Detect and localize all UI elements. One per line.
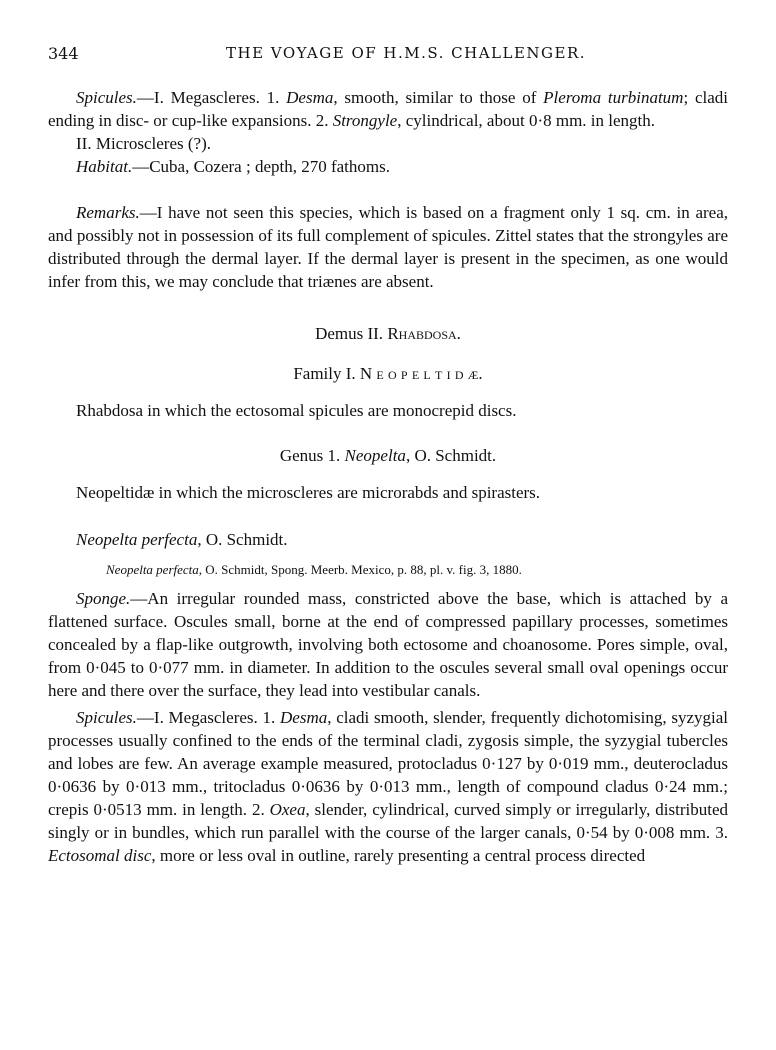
page-body <box>48 86 728 867</box>
habitat-line: Habitat.—Cuba, Cozera ; depth, 270 fathoms. <box>76 157 390 176</box>
remarks-paragraph: Remarks.—I have not seen this species, which is based on a fragment only 1 sq. cm. in area, and possibly not in possession of its full complement of spicules. Zittel states that the strongyles are distributed through the dermal layer. If the dermal layer is present in the specimen, as one would infer from this, we may conclude that triænes are absent. <box>48 203 728 291</box>
species-reference: Neopelta perfecta, O. Schmidt, Spong. Meerb. Mexico, p. 88, pl. v. fig. 3, 1880. <box>106 562 522 577</box>
spicules-paragraph: Spicules.—I. Megascleres. 1. Desma, smooth, similar to those of Pleroma turbinatum; cladi ending in disc- or cup-like expansions. 2. Strongyle, cylindrical, about 0·8 mm. in length. <box>48 88 729 130</box>
family-definition: Rhabdosa in which the ectosomal spicules are monocrepid discs. <box>76 401 517 420</box>
megascleres-paragraph: Spicules.—I. Megascleres. 1. Desma, cladi smooth, slender, frequently dichotomising, syzygial processes usually confined to the ends of the terminal cladi, zygosis simple, the syzygial tubercles and lobes are few. An average example measured, protocladus 0·127 by 0·019 mm., deuterocladus 0·0636 by 0·013 mm., tritocladus 0·0636 by 0·013 mm., length of compound cladus 0·24 mm.; crepis 0·0513 mm. in length. 2. Oxea, slender, cylindrical, curved simply or irregularly, distributed singly or in bundles, which run parallel with the course of the larger canals, 0·54 by 0·008 mm. 3. Ectosomal disc, more or less oval in outline, rarely presenting a central process directed <box>48 708 728 865</box>
sponge-paragraph: Sponge.—An irregular rounded mass, constricted above the base, which is attached by a flattened surface. Oscules small, borne at the end of compressed papillary processes, sometimes concealed by a flap-like outgrowth, involving both ectosome and choanosome. Pores simple, oval, from 0·045 to 0·077 mm. in diameter. In addition to the oscules several small oval openings occur here and there over the surface, they lead into vestibular canals. <box>48 589 728 700</box>
demus-heading: Demus II. Rhabdosa. <box>315 324 461 343</box>
page-number: 344 <box>48 44 79 63</box>
page-header <box>48 44 728 66</box>
species-heading: Neopelta perfecta, O. Schmidt. <box>76 530 288 549</box>
genus-definition: Neopeltidæ in which the microscleres are microrabds and spirasters. <box>76 483 541 502</box>
microscleres-line: II. Microscleres (?). <box>76 134 211 153</box>
running-title: THE VOYAGE OF H.M.S. CHALLENGER. <box>226 44 587 62</box>
genus-heading: Genus 1. Neopelta, O. Schmidt. <box>279 446 497 465</box>
family-heading: Family I. N e o p e l t i d æ. <box>293 364 483 383</box>
